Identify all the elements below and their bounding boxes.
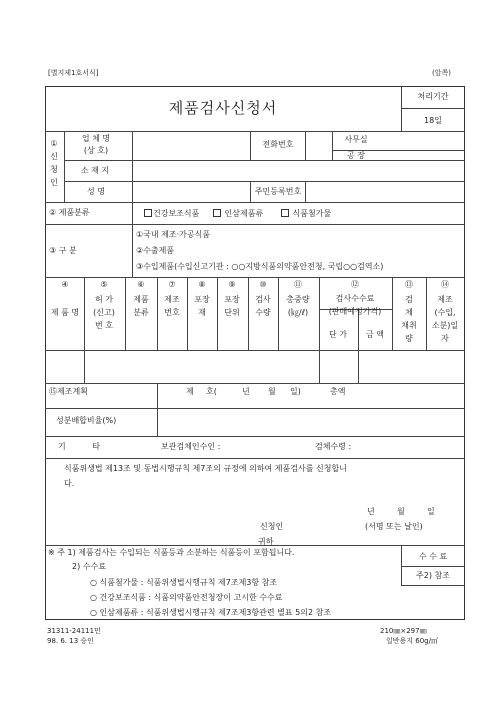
etc-label: 기 타 <box>58 442 112 451</box>
col-category-line: 분류 <box>133 308 149 317</box>
form-number: [별지제1호서식] <box>48 69 99 77</box>
applicant-name-label: 성 명 <box>87 187 105 196</box>
col-mfg-no-line: 번호 <box>164 308 180 317</box>
col-pack-material-line: 재 <box>198 308 206 317</box>
plan-text-je: 제 <box>186 387 194 396</box>
col-num: ⑩ <box>259 280 267 289</box>
note-2: 2) 수수료 <box>72 562 106 571</box>
col-insp-qty-line: 검사 <box>255 295 271 304</box>
declaration-line2: 다. <box>64 479 75 488</box>
declaration-month: 월 <box>397 507 405 516</box>
company-name-sub: (상 호) <box>83 146 109 155</box>
col-mfg-date-line: (수입, <box>434 308 456 317</box>
col-amount: 금 액 <box>366 330 384 339</box>
note-3: ○ 식품첨가물 : 식품위생법시행규칙 제7조제3항 참조 <box>90 578 278 587</box>
col-total-weight-line: (㎏/ℓ) <box>287 308 309 317</box>
form-title: 제품검사신청서 <box>168 99 278 117</box>
note-1: ※ 주 1) 제품검사는 수입되는 식품등과 소분하는 식품등이 포함됩니다. <box>48 548 295 557</box>
col-num: ⑫ <box>351 280 359 289</box>
address-label: 소 재 지 <box>80 166 110 175</box>
page-side-label: (앞쪽) <box>432 69 451 77</box>
col-fee-line: (판매예정가격) <box>328 307 382 316</box>
col-permit-line: 허 가 <box>95 295 113 304</box>
applicant-signature-label: 신청인 <box>260 522 284 531</box>
col-pack-unit-line: 단위 <box>224 308 240 317</box>
col-num: ⑦ <box>168 280 176 289</box>
col-num: ⑤ <box>100 280 108 289</box>
company-name-label: 업 체 명 <box>81 134 111 143</box>
col-permit-line: 번 호 <box>95 321 113 330</box>
col-num: ⑪ <box>294 280 302 289</box>
applicant-section-char: 인 <box>50 178 58 187</box>
classification-option-ginseng[interactable]: 인삼제품류 <box>213 209 263 218</box>
col-num: ⑭ <box>441 280 449 289</box>
col-mfg-date-line: 소분)일 <box>431 321 459 330</box>
category-option-export: ②수출제품 <box>136 246 175 255</box>
checkbox-icon <box>281 209 289 217</box>
resident-number-label: 주민등록번호 <box>254 187 302 196</box>
col-sample-line: 검 <box>405 295 413 304</box>
plan-text-year: 년 <box>242 387 250 396</box>
ingredient-ratio-label: 성분배합비율(%) <box>56 416 117 425</box>
product-classification-label: ② 제품분류 <box>49 208 90 217</box>
checkbox-icon <box>144 209 152 217</box>
phone-label: 전화번호 <box>262 140 294 149</box>
checkbox-icon <box>213 209 221 217</box>
col-num: ⑨ <box>228 280 236 289</box>
sample-custodian-label: 보관검체인수인 : <box>161 442 221 451</box>
col-permit-line: (신고) <box>93 308 115 317</box>
col-sample-line: 량 <box>405 334 413 343</box>
approval-date: 98. 6. 13 승인 <box>47 637 94 645</box>
plan-text-ho: 호( <box>206 387 217 396</box>
note-5: ○ 인삼제품류 : 식품위생법시행규칙 제7조제3항관련 별표 5의2 참조 <box>90 608 332 617</box>
col-sample-line: 체 <box>405 308 413 317</box>
fee-reference: 주2) 참조 <box>416 571 450 580</box>
total-amount-label: 총액 <box>330 387 346 396</box>
plan-text-day: 일) <box>290 387 301 396</box>
classification-option-additive[interactable]: 식품첨가물 <box>281 209 331 218</box>
col-num: ⑧ <box>198 280 206 289</box>
col-num: ⑥ <box>137 280 145 289</box>
paper-size: 210㎜×297㎜ <box>380 627 427 635</box>
processing-period-value: 18일 <box>424 116 442 125</box>
col-unit-price: 단 가 <box>329 330 347 339</box>
plan-text-month: 월 <box>268 387 276 396</box>
fee-label: 수 수 료 <box>418 552 448 561</box>
category-option-import: ③수입제품(수입신고기관 : ○○지방식품의약품안전청, 국립○○검역소) <box>136 262 384 271</box>
col-num: ⑬ <box>405 280 413 289</box>
sample-receiver-label: 검체수령 : <box>315 442 352 451</box>
applicant-section-char: 청 <box>50 165 58 174</box>
paper-type: 일반용지 60g/㎡ <box>386 637 438 645</box>
declaration-line1: 식품위생법 제13조 및 동법시행규칙 제7조의 규정에 의하여 제품검사를 신청합니 <box>64 464 347 473</box>
col-insp-qty-line: 수량 <box>255 308 271 317</box>
col-category-line: 제품 <box>133 295 149 304</box>
col-mfg-no-line: 제조 <box>164 295 180 304</box>
col-num: ④ <box>61 280 69 289</box>
col-pack-unit-line: 포장 <box>224 295 240 304</box>
col-mfg-date-line: 자 <box>441 334 449 343</box>
form-code: 31311-24111민 <box>47 627 101 635</box>
category-label: ③ 구 분 <box>49 246 77 255</box>
factory-label: 공 장 <box>347 151 365 160</box>
note-4: ○ 건강보조식품 : 식품의약품안전청장이 고시한 수수료 <box>90 593 283 602</box>
col-product-name: 제 품 명 <box>50 308 80 317</box>
addressee-label: 귀하 <box>258 537 274 546</box>
applicant-section-char: 신 <box>50 152 58 161</box>
category-option-domestic: ①국내 제조·가공식품 <box>136 230 211 239</box>
declaration-day: 일 <box>427 507 435 516</box>
declaration-year: 년 <box>367 507 375 516</box>
applicant-section-num: ① <box>50 139 58 148</box>
office-label: 사무실 <box>344 135 368 144</box>
signature-instruction: (서명 또는 날인) <box>365 522 423 531</box>
col-total-weight-line: 총중량 <box>286 295 310 304</box>
manufacturing-plan-label: ⑮제조계획 <box>49 387 88 396</box>
col-sample-line: 채취 <box>401 321 417 330</box>
classification-option-health[interactable]: 건강보조식품 <box>144 209 199 218</box>
col-mfg-date-line: 제조 <box>437 295 453 304</box>
processing-period-label: 처리기간 <box>417 92 449 101</box>
col-pack-material-line: 포장 <box>194 295 210 304</box>
col-fee-line: 검사수수료 <box>335 294 375 303</box>
